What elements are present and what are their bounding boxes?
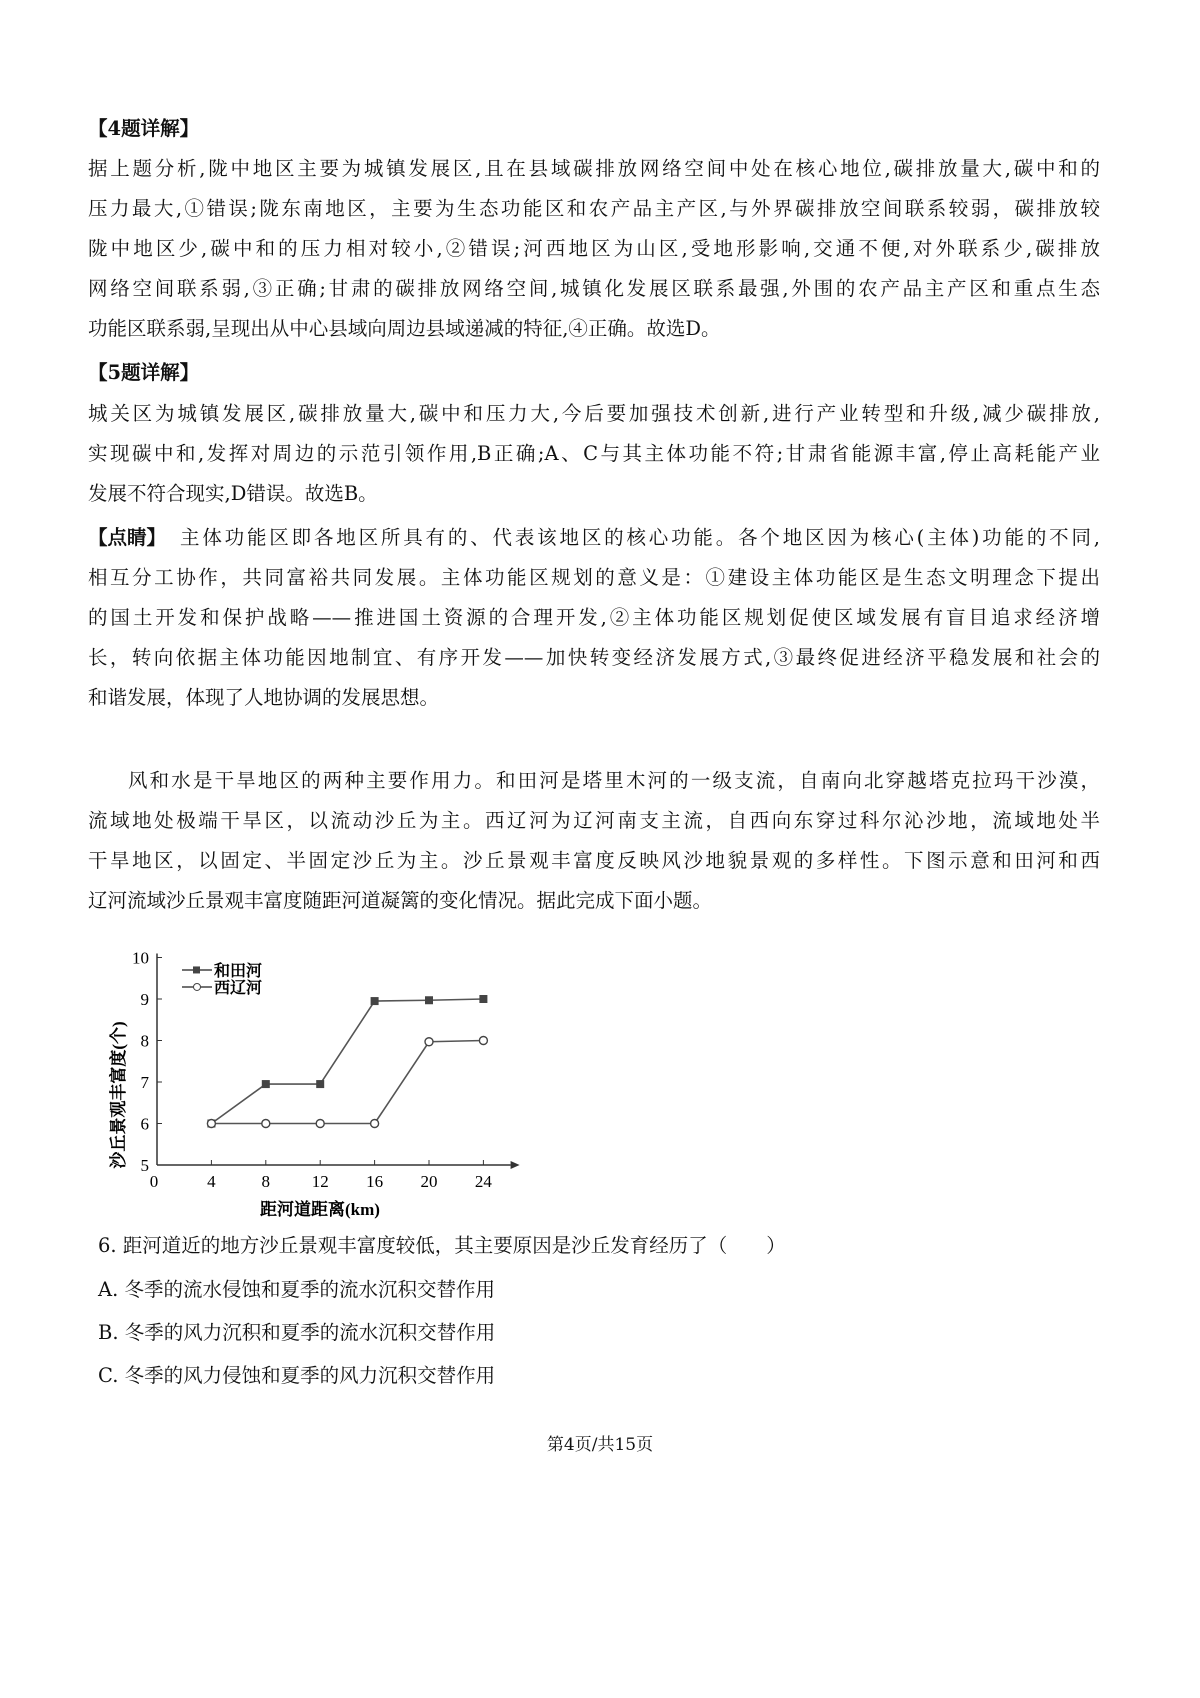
legend-marker (193, 966, 200, 973)
data-point-0 (479, 995, 487, 1003)
x-tick-label: 16 (366, 1172, 384, 1191)
q4-heading: 【4题详解】 (88, 117, 200, 140)
x-tick-label: 4 (207, 1172, 216, 1191)
q5-line: 实现碳中和,发挥对周边的示范引领作用,B正确;A、C与其主体功能不符;甘肃省能源丰富,停止高耗能产业 (88, 442, 1100, 465)
x-tick-label: 20 (420, 1172, 438, 1191)
tip-line: 相互分工协作，共同富裕共同发展。主体功能区规划的意义是：①建设主体功能区是生态文明理念下提出 (88, 566, 1100, 589)
y-tick-label: 10 (132, 948, 149, 968)
passage-line: 风和水是干旱地区的两种主要作用力。和田河是塔里木河的一级支流，自南向北穿越塔克拉玛干沙漠， (128, 769, 1100, 792)
data-point-0 (262, 1080, 270, 1088)
y-tick-label: 5 (140, 1156, 149, 1175)
passage-line: 辽河流域沙丘景观丰富度随距河道凝篱的变化情况。据此完成下面小题。 (88, 889, 713, 912)
tip-line: 和谐发展，体现了人地协调的发展思想。 (88, 686, 440, 709)
y-axis-label: 沙丘景观丰富度(个) (109, 1021, 128, 1169)
dune-richness-chart (100, 940, 530, 1230)
data-point-1 (207, 1120, 215, 1128)
series-line-1 (211, 1041, 483, 1124)
x-tick-label: 8 (261, 1172, 271, 1191)
data-point-1 (262, 1120, 270, 1128)
y-tick-label: 8 (140, 1031, 149, 1051)
data-point-1 (425, 1038, 433, 1046)
option-c[interactable]: C. 冬季的风力侵蚀和夏季的风力沉积交替作用 (98, 1364, 496, 1387)
q5-line: 城关区为城镇发展区,碳排放量大,碳中和压力大,今后要加强技术创新,进行产业转型和升级,减少碳排放, (88, 402, 1100, 425)
page-number: 第4页/共15页 (546, 1435, 654, 1455)
q4-line: 功能区联系弱,呈现出从中心县域向周边县域递减的特征,④正确。故选D。 (88, 317, 721, 340)
data-point-1 (479, 1037, 487, 1045)
y-tick-label: 9 (140, 990, 149, 1009)
tip-line: 长，转向依据主体功能因地制宜、有序开发——加快转变经济发展方式,③最终促进经济平稳发展和社会的 (88, 646, 1100, 669)
tip-line: 的国土开发和保护战略——推进国土资源的合理开发,②主体功能区规划促使区域发展有盲目追求经济增 (88, 606, 1100, 629)
q5-line: 发展不符合现实,D错误。故选B。 (88, 482, 378, 505)
q5-heading: 【5题详解】 (88, 361, 200, 384)
series-line-0 (211, 999, 483, 1124)
x-tick-label: 0 (149, 1172, 159, 1191)
question-6-stem: 6. 距河道近的地方沙丘景观丰富度较低，其主要原因是沙丘发育经历了（ ） (98, 1234, 786, 1257)
tip-heading: 【点睛】 (88, 526, 167, 549)
legend-label: 和田河 (214, 962, 263, 980)
x-axis-arrow (511, 1161, 520, 1169)
y-tick-label: 7 (140, 1073, 149, 1092)
option-b[interactable]: B. 冬季的风力沉积和夏季的流水沉积交替作用 (98, 1321, 496, 1344)
legend-label: 西辽河 (214, 979, 263, 997)
y-tick-label: 6 (140, 1114, 149, 1134)
x-tick-label: 24 (474, 1172, 492, 1191)
tip-line: 主体功能区即各地区所具有的、代表该地区的核心功能。各个地区因为核心(主体)功能的不同, (180, 526, 1100, 549)
data-point-0 (316, 1080, 324, 1088)
q4-line: 据上题分析,陇中地区主要为城镇发展区,且在县域碳排放网络空间中处在核心地位,碳排放量大,碳中和的 (88, 157, 1100, 180)
legend-marker (194, 983, 201, 990)
passage-line: 干旱地区，以固定、半固定沙丘为主。沙丘景观丰富度反映风沙地貌景观的多样性。下图示意和田河和西 (88, 849, 1100, 872)
data-point-1 (371, 1120, 379, 1128)
q4-line: 网络空间联系弱,③正确;甘肃的碳排放网络空间,城镇化发展区联系最强,外围的农产品主产区和重点生态 (88, 277, 1100, 300)
q4-line: 陇中地区少,碳中和的压力相对较小,②错误;河西地区为山区,受地形影响,交通不便,对外联系少,碳排放 (88, 237, 1100, 260)
data-point-0 (371, 997, 379, 1005)
option-a[interactable]: A. 冬季的流水侵蚀和夏季的流水沉积交替作用 (98, 1278, 495, 1301)
data-point-1 (316, 1120, 324, 1128)
q4-line: 压力最大,①错误;陇东南地区，主要为生态功能区和农产品主产区,与外界碳排放空间联系较弱，碳排放较 (88, 197, 1100, 220)
x-axis-label: 距河道距离(km) (260, 1200, 380, 1219)
x-tick-label: 12 (311, 1172, 329, 1191)
passage-line: 流域地处极端干旱区，以流动沙丘为主。西辽河为辽河南支主流，自西向东穿过科尔沁沙地，流域地处半 (88, 809, 1100, 832)
data-point-0 (425, 996, 433, 1004)
